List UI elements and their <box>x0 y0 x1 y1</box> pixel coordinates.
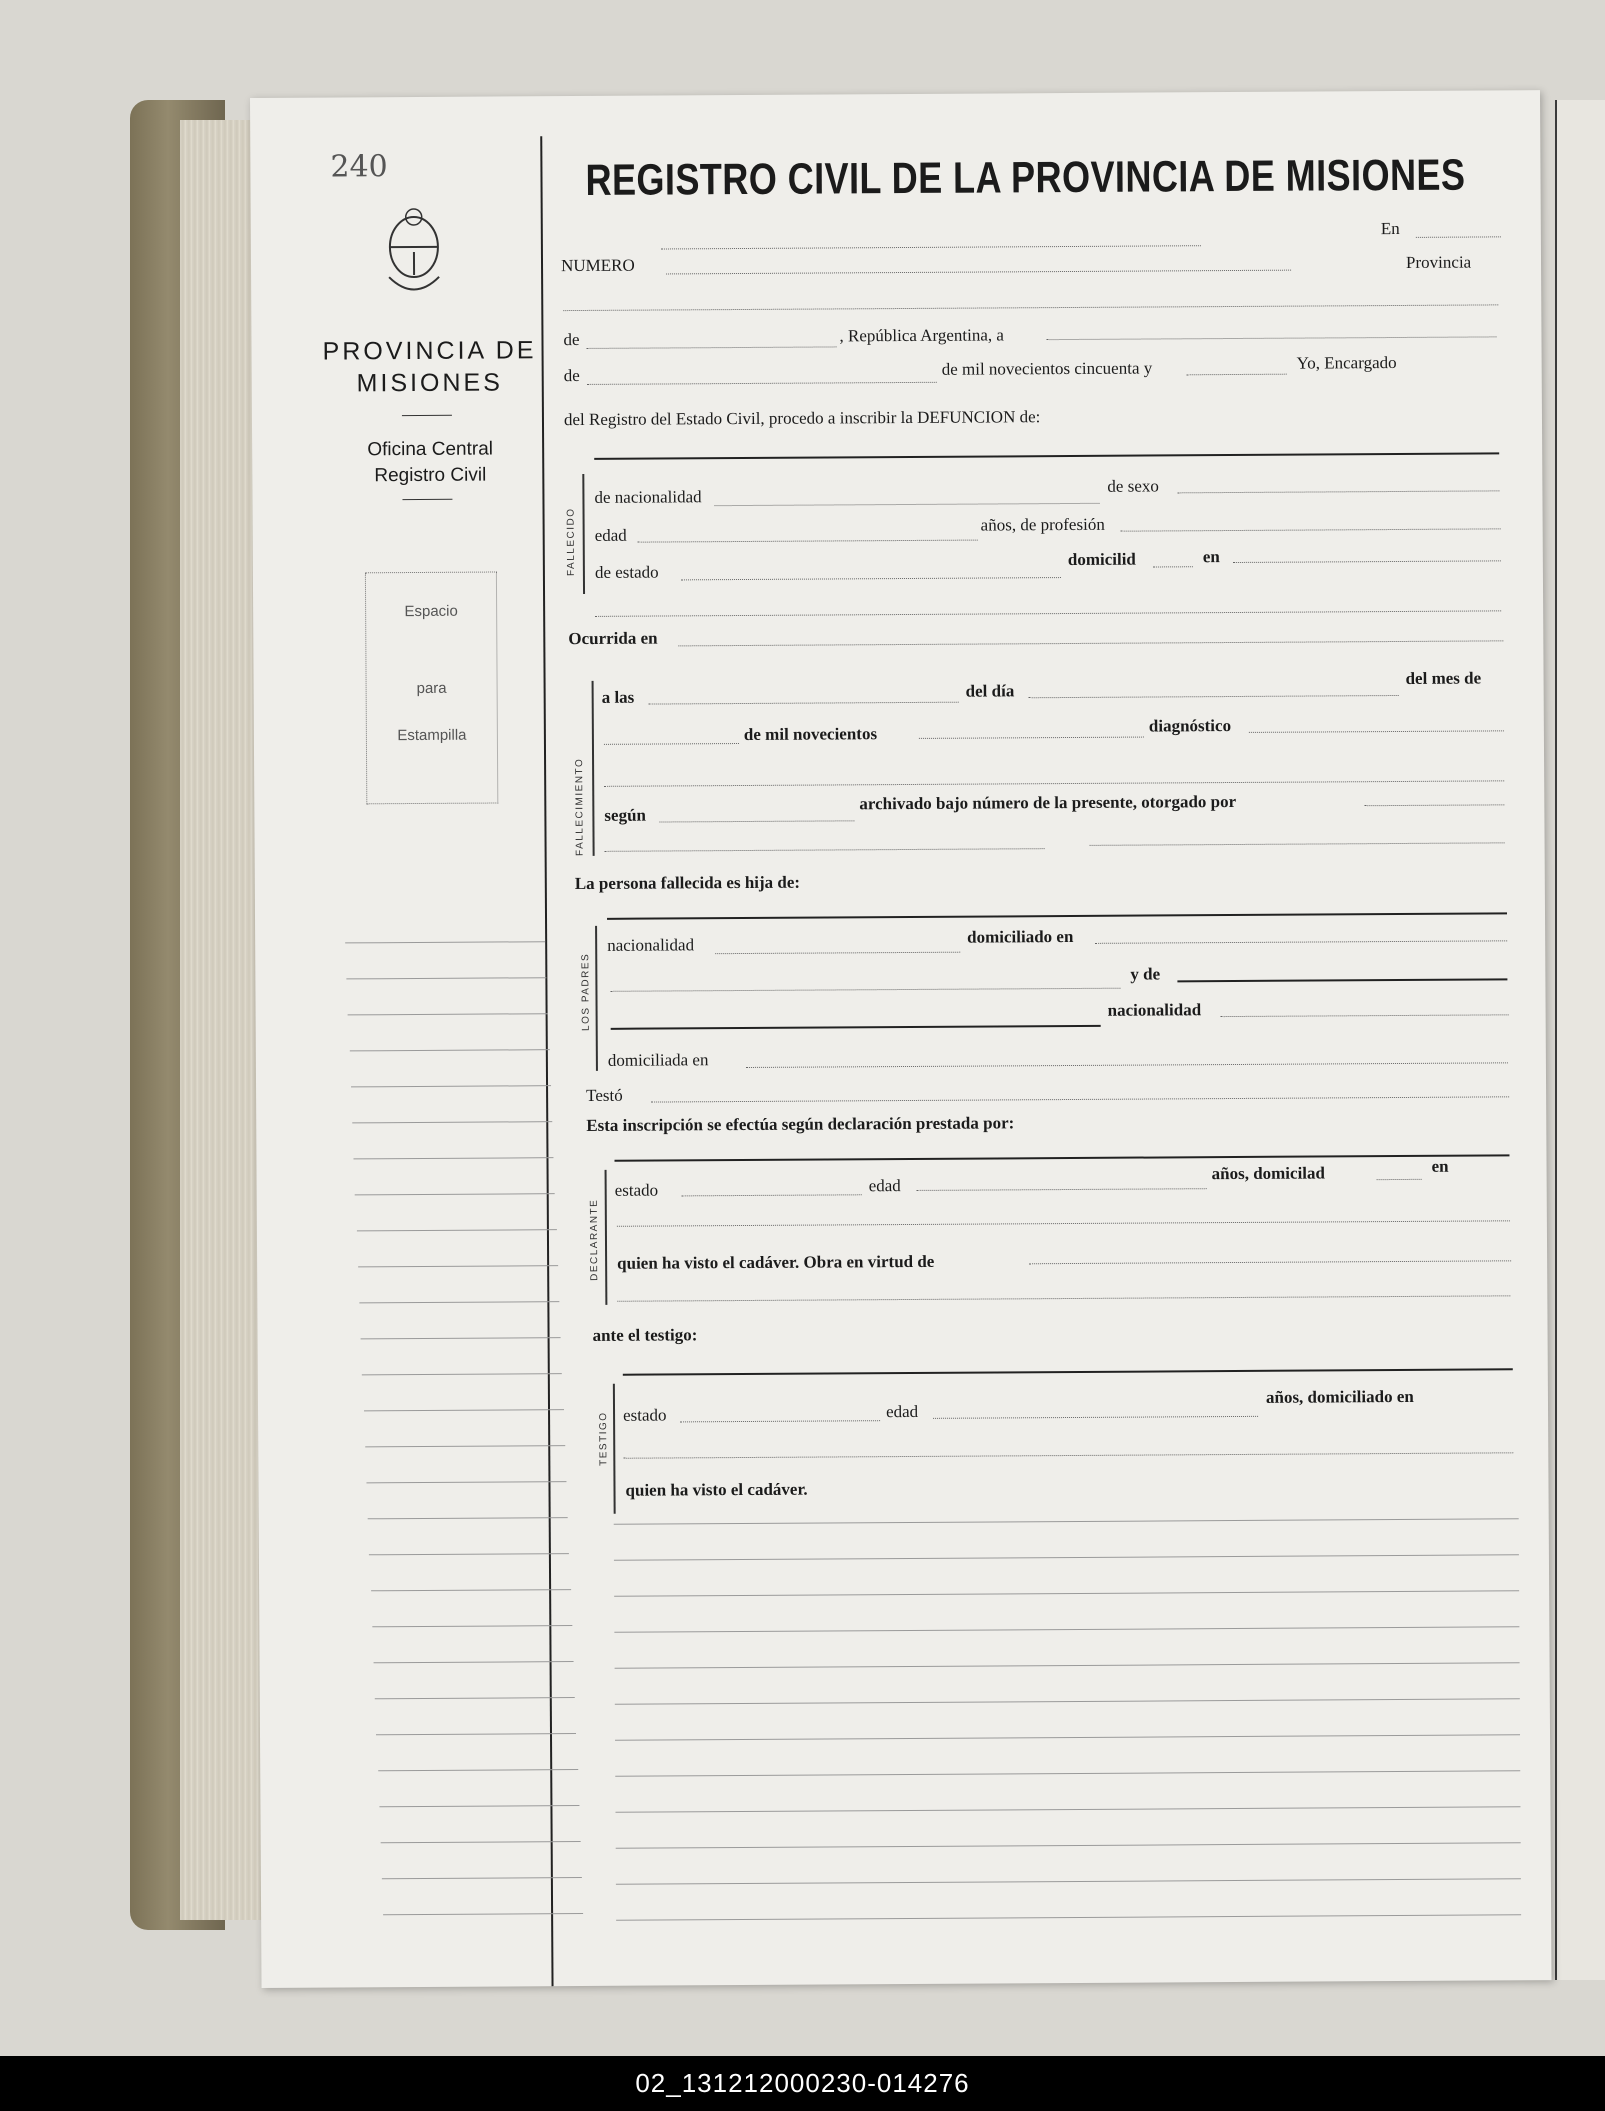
field-mes-fallecimiento[interactable] <box>604 743 739 745</box>
margin-ruled-line <box>369 1553 569 1555</box>
rule <box>402 499 452 500</box>
remarks-ruled-line[interactable] <box>615 1734 1520 1741</box>
field-madre-2[interactable] <box>611 1025 1101 1030</box>
blank-line <box>623 1452 1513 1458</box>
section-bracket <box>605 1170 608 1305</box>
label-nacionalidad-madre: nacionalidad <box>1107 1000 1202 1020</box>
field-domicilio-madre[interactable] <box>746 1062 1508 1068</box>
page-number: 240 <box>330 149 388 185</box>
margin-ruled-line <box>365 1445 565 1447</box>
remarks-ruled-line[interactable] <box>616 1878 1521 1885</box>
office-name <box>310 436 550 489</box>
margin-ruled-line <box>378 1769 578 1771</box>
label-diagnostico: diagnóstico <box>1148 716 1232 736</box>
label-edad-declarante: edad <box>868 1176 901 1196</box>
margin-ruled-line <box>376 1733 576 1735</box>
margin-ruled-line <box>348 1013 548 1015</box>
margin-ruled-line <box>345 941 545 943</box>
label-anos-domiciliado: años, domiciliado en <box>1265 1386 1414 1407</box>
field-diagnostico[interactable] <box>1249 730 1504 733</box>
remarks-ruled-line[interactable] <box>615 1662 1520 1669</box>
field-estado[interactable] <box>681 577 1061 580</box>
margin-ruled-line <box>355 1193 555 1195</box>
margin-ruled-line <box>379 1805 579 1807</box>
margin-ruled-line <box>351 1085 551 1087</box>
section-bracket <box>592 681 595 856</box>
label-estado-declarante: estado <box>614 1180 659 1200</box>
remarks-ruled-line[interactable] <box>616 1914 1521 1921</box>
field-testo[interactable] <box>651 1096 1509 1102</box>
label-segun: según <box>604 805 647 825</box>
field-dia[interactable] <box>1029 695 1399 698</box>
label-a-las: a las <box>601 687 635 707</box>
blank-line <box>617 1220 1510 1226</box>
blank-line <box>604 780 1504 786</box>
province-line-2: MISIONES <box>356 368 503 398</box>
stamp-space <box>365 572 498 805</box>
field-estado-testigo[interactable] <box>680 1420 880 1422</box>
blank-line <box>563 304 1498 311</box>
page-title: REGISTRO CIVIL DE LA PROVINCIA DE MISIONES <box>585 150 1466 205</box>
margin-ruled-lines <box>250 90 1540 98</box>
label-mil-novecientos: de mil novecientos <box>743 724 878 744</box>
field-numero[interactable] <box>666 270 1291 275</box>
label-nacionalidad-padre: nacionalidad <box>607 935 695 955</box>
margin-ruled-line <box>364 1409 564 1411</box>
margin-ruled-line <box>358 1265 558 1267</box>
label-del-registro: del Registro del Estado Civil, procedo a inscribir la DEFUNCION de: <box>563 407 1041 430</box>
field-segun[interactable] <box>659 820 854 822</box>
label-y-de: y de <box>1130 964 1161 984</box>
field-nombre-fallecido[interactable] <box>594 452 1499 460</box>
label-archivado: archivado bajo número de la presente, otorgado por <box>859 791 1237 814</box>
field-declarante[interactable] <box>614 1154 1509 1161</box>
field-domicilio-padre-2[interactable] <box>610 988 1120 992</box>
label-edad-testigo: edad <box>885 1401 919 1422</box>
label-ante-testigo: ante el testigo: <box>592 1325 698 1345</box>
section-bracket <box>595 926 598 1071</box>
stamp-text-3: Estampilla <box>397 726 467 745</box>
margin-ruled-line <box>347 977 547 979</box>
label-quien-visto: quien ha visto el cadáver. <box>625 1479 808 1500</box>
label-sexo: de sexo <box>1107 476 1159 496</box>
label-provincia: Provincia <box>1405 252 1472 272</box>
label-domiciliada-en: domiciliada en <box>607 1050 709 1070</box>
label-esta-inscripcion: Esta inscripción se efectúa según declaración prestada por: <box>586 1113 1015 1135</box>
label-de-2: de <box>563 365 580 386</box>
label-ocurrida-en: Ocurrida en <box>568 628 658 649</box>
label-persona-hija: La persona fallecida es hija de: <box>574 872 801 894</box>
label-yo-encargado: Yo, Encargado <box>1296 353 1397 373</box>
label-quien-obra: quien ha visto el cadáver. Obra en virtud de <box>617 1251 935 1273</box>
label-del-mes: del mes de <box>1405 668 1482 688</box>
label-nacionalidad: de nacionalidad <box>594 487 702 507</box>
margin-ruled-line <box>357 1229 557 1231</box>
section-label-testigo: TESTIGO <box>598 1411 610 1466</box>
field-edad[interactable] <box>638 540 978 543</box>
remarks-ruled-lines <box>250 90 1540 98</box>
province-line-1: PROVINCIA DE <box>322 336 537 366</box>
image-id-footer: 02_131212000230-014276 <box>0 2056 1605 2111</box>
label-del-dia: del día <box>965 681 1015 701</box>
label-domiciliado-en: domiciliado en <box>967 926 1074 947</box>
label-estado-testigo: estado <box>622 1405 667 1425</box>
margin-ruled-line <box>359 1301 559 1303</box>
label-anos-domicilad: años, domicilad <box>1211 1163 1326 1184</box>
margin-ruled-line <box>362 1373 562 1375</box>
field-ocurrida-en[interactable] <box>678 640 1503 646</box>
field-domicilio[interactable] <box>1153 566 1193 567</box>
field-nacionalidad-madre[interactable] <box>1221 1014 1509 1017</box>
margin-divider <box>540 136 553 1986</box>
label-numero: NUMERO <box>560 255 635 276</box>
field-domicilio-padre[interactable] <box>1095 940 1507 944</box>
field-de[interactable] <box>587 346 837 349</box>
margin-ruled-line <box>372 1625 572 1627</box>
label-republica: , República Argentina, a <box>839 325 1004 346</box>
remarks-ruled-line[interactable] <box>614 1590 1519 1597</box>
field-otorgado-por[interactable] <box>1364 804 1504 806</box>
stamp-text-1: Espacio <box>404 602 458 621</box>
label-domicilid: domicilid <box>1067 549 1136 570</box>
label-de: de <box>563 329 580 350</box>
field-profesion[interactable] <box>1121 528 1501 531</box>
remarks-ruled-line[interactable] <box>614 1518 1519 1525</box>
field-hora[interactable] <box>649 702 959 705</box>
label-en: En <box>1380 218 1400 239</box>
field-edad-declarante[interactable] <box>917 1188 1207 1191</box>
blank-line <box>595 610 1501 617</box>
remarks-ruled-line[interactable] <box>616 1842 1521 1849</box>
remarks-ruled-line[interactable] <box>615 1806 1520 1813</box>
field-padre[interactable] <box>607 912 1507 919</box>
margin-ruled-line <box>361 1337 561 1339</box>
blank-line <box>617 1295 1510 1301</box>
rule <box>402 415 452 416</box>
field-madre[interactable] <box>1177 978 1507 982</box>
section-label-fallecimiento: FALLECIMIENTO <box>574 757 586 857</box>
label-anos-profesion: años, de profesión <box>980 514 1105 535</box>
stamp-text-2: para <box>416 679 447 697</box>
label-mil-cincuenta: de mil novecientos cincuenta y <box>941 358 1153 379</box>
section-label-fallecido: FALLECIDO <box>565 507 577 577</box>
remarks-ruled-line[interactable] <box>615 1770 1520 1777</box>
field-domicilio-en[interactable] <box>1233 560 1501 563</box>
label-en-declarante: en <box>1431 1156 1449 1176</box>
label-en: en <box>1202 547 1220 567</box>
margin-ruled-line <box>374 1661 574 1663</box>
field-testigo[interactable] <box>623 1368 1513 1375</box>
facing-page-edge <box>1555 100 1605 1980</box>
field-en[interactable] <box>1416 236 1501 238</box>
field-ano-fallecimiento[interactable] <box>919 737 1144 739</box>
office-line-1: Oficina Central <box>367 438 494 461</box>
margin-ruled-line <box>368 1517 568 1519</box>
field-domicilio-declarante[interactable] <box>1377 1179 1422 1180</box>
blank-line <box>605 848 1045 852</box>
section-bracket <box>582 474 585 594</box>
field-estado-declarante[interactable] <box>682 1194 862 1196</box>
section-bracket <box>613 1384 616 1514</box>
remarks-ruled-line[interactable] <box>614 1626 1519 1633</box>
label-testo: Testó <box>586 1085 623 1105</box>
margin-ruled-line <box>354 1157 554 1159</box>
margin-ruled-line <box>371 1589 571 1591</box>
blank-line <box>661 245 1201 249</box>
province-name <box>299 334 559 400</box>
field-fecha[interactable] <box>1046 336 1496 340</box>
margin-ruled-line <box>375 1697 575 1699</box>
label-edad: edad <box>594 525 627 545</box>
office-line-2: Registro Civil <box>374 464 487 487</box>
field-nacionalidad[interactable] <box>714 503 1099 506</box>
label-estado: de estado <box>594 562 659 582</box>
remarks-ruled-line[interactable] <box>615 1698 1520 1705</box>
field-edad-testigo[interactable] <box>933 1416 1258 1419</box>
register-page <box>250 90 1552 1988</box>
margin-ruled-line <box>349 1049 549 1051</box>
margin-ruled-line <box>366 1481 566 1483</box>
margin-ruled-line <box>383 1913 583 1915</box>
section-label-los-padres: LOS PADRES <box>580 952 592 1031</box>
blank-line <box>1090 842 1505 846</box>
field-nacionalidad-padre[interactable] <box>715 952 960 954</box>
field-mes[interactable] <box>587 382 937 385</box>
field-obra-en-virtud[interactable] <box>1029 1260 1511 1264</box>
margin-ruled-line <box>352 1121 552 1123</box>
remarks-ruled-line[interactable] <box>614 1554 1519 1561</box>
section-label-declarante: DECLARANTE <box>588 1198 601 1281</box>
field-sexo[interactable] <box>1177 490 1499 493</box>
field-ano[interactable] <box>1187 374 1287 376</box>
coat-of-arms-icon <box>379 207 450 307</box>
